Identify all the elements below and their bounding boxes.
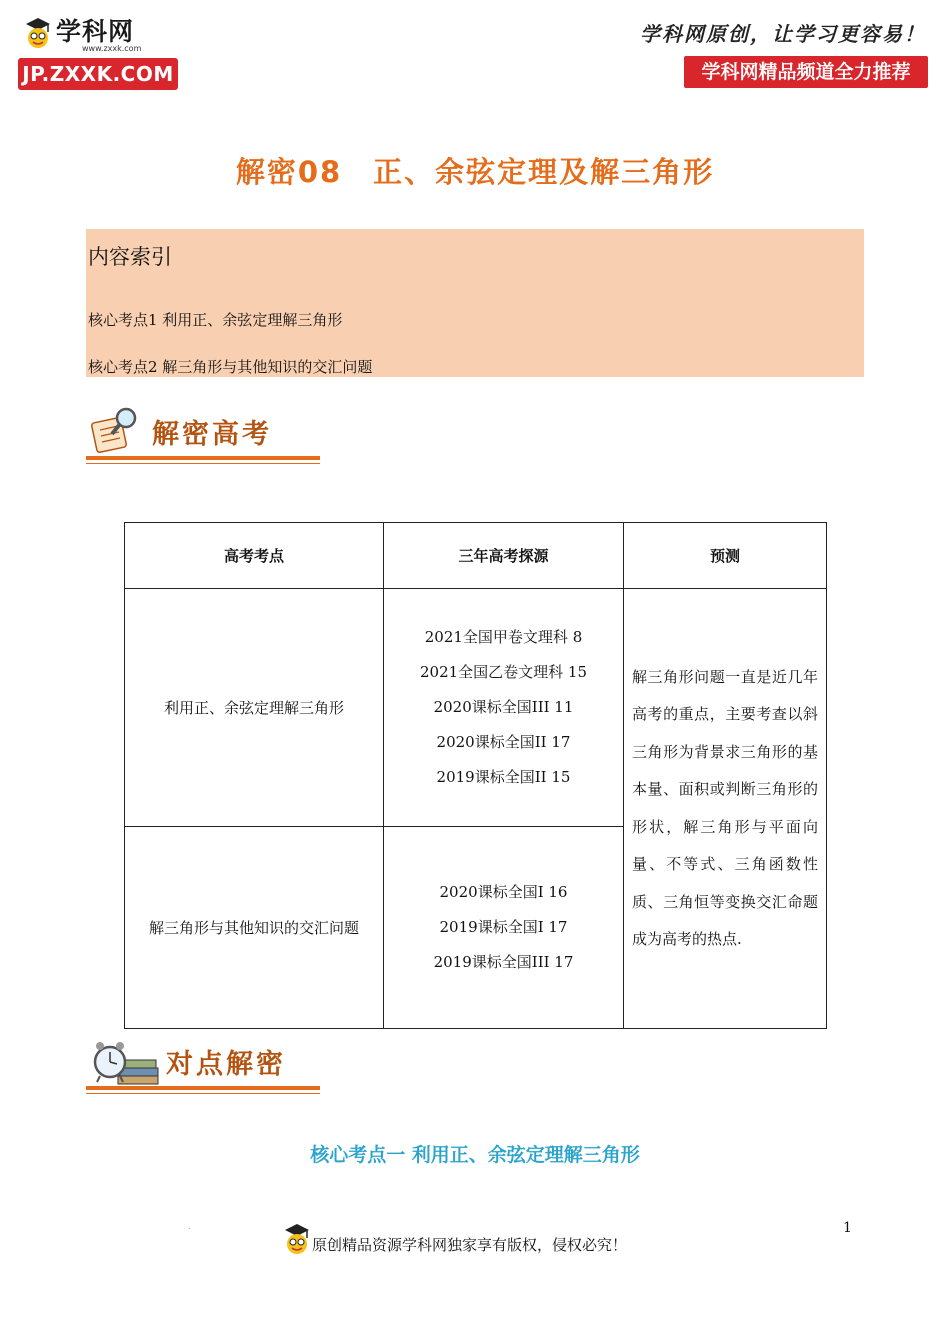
logo-badge[interactable]: JP.ZXXK.COM [18, 58, 178, 90]
index-heading: 内容索引 [88, 245, 172, 269]
source-item: 2020课标全国III 11 [433, 698, 574, 716]
section-banner-duidian [86, 1034, 320, 1090]
sources-cell [384, 589, 624, 827]
index-item-2[interactable]: 核心考点2 解三角形与其他知识的交汇问题 [88, 358, 373, 376]
exam-point-cell: 解三角形与其他知识的交汇问题 [125, 827, 384, 1029]
source-item: 2020课标全国I 16 [439, 883, 568, 901]
exam-point-cell: 利用正、余弦定理解三角形 [125, 589, 384, 827]
logo-brand: 学科网 [56, 17, 135, 46]
content-index [86, 229, 864, 377]
banner-underline [86, 456, 320, 460]
source-item: 2020课标全国II 17 [436, 733, 571, 751]
banner-underline [86, 1086, 320, 1090]
section-banner-gaokao [86, 404, 320, 460]
alarm-clock-books-icon [90, 1034, 160, 1088]
page-title: 解密08 正、余弦定理及解三角形 [235, 155, 715, 189]
header-sources: 三年高考探源 [384, 523, 624, 589]
promo-banner[interactable]: 学科网精品频道全力推荐 [684, 56, 928, 88]
exam-table [124, 522, 827, 1029]
source-item: 2019课标全国I 17 [439, 918, 568, 936]
sources-cell [384, 827, 624, 1029]
table-header-row [125, 523, 827, 589]
mascot-icon [22, 16, 54, 50]
index-item-1[interactable]: 核心考点1 利用正、余弦定理解三角形 [88, 311, 343, 329]
site-logo[interactable] [22, 12, 182, 54]
prediction-cell: 解三角形问题一直是近几年高考的重点，主要考查以斜三角形为背景求三角形的基本量、面积或判断三角形的形状，解三角形与平面向量、不等式、三角函数性质、三角恒等变换交汇命题成为高考的热点. [624, 589, 827, 1029]
page-number: 1 [843, 1220, 852, 1236]
source-item: 2019课标全国III 17 [433, 953, 574, 971]
logo-url: www.zxxk.com [82, 44, 142, 53]
table-row [125, 589, 827, 827]
banner-title: 对点解密 [166, 1049, 286, 1080]
slogan: 学科网原创，让学习更容易！ [640, 22, 926, 46]
magnifier-notebook-icon [90, 406, 142, 456]
mascot-icon [282, 1222, 312, 1256]
banner-title: 解密高考 [152, 419, 272, 450]
header-prediction: 预测 [624, 523, 827, 589]
source-item: 2021全国甲卷文理科 8 [424, 628, 583, 646]
banner-underline-thin [86, 1093, 320, 1094]
footer-mark: . [188, 1222, 191, 1231]
banner-underline-thin [86, 463, 320, 464]
copyright-footer: 原创精品资源学科网独家享有版权，侵权必究！ [312, 1236, 628, 1254]
header-exam-point: 高考考点 [125, 523, 384, 589]
source-item: 2021全国乙卷文理科 15 [419, 663, 588, 681]
subsection-heading: 核心考点一 利用正、余弦定理解三角形 [310, 1144, 640, 1166]
source-item: 2019课标全国II 15 [436, 768, 571, 786]
